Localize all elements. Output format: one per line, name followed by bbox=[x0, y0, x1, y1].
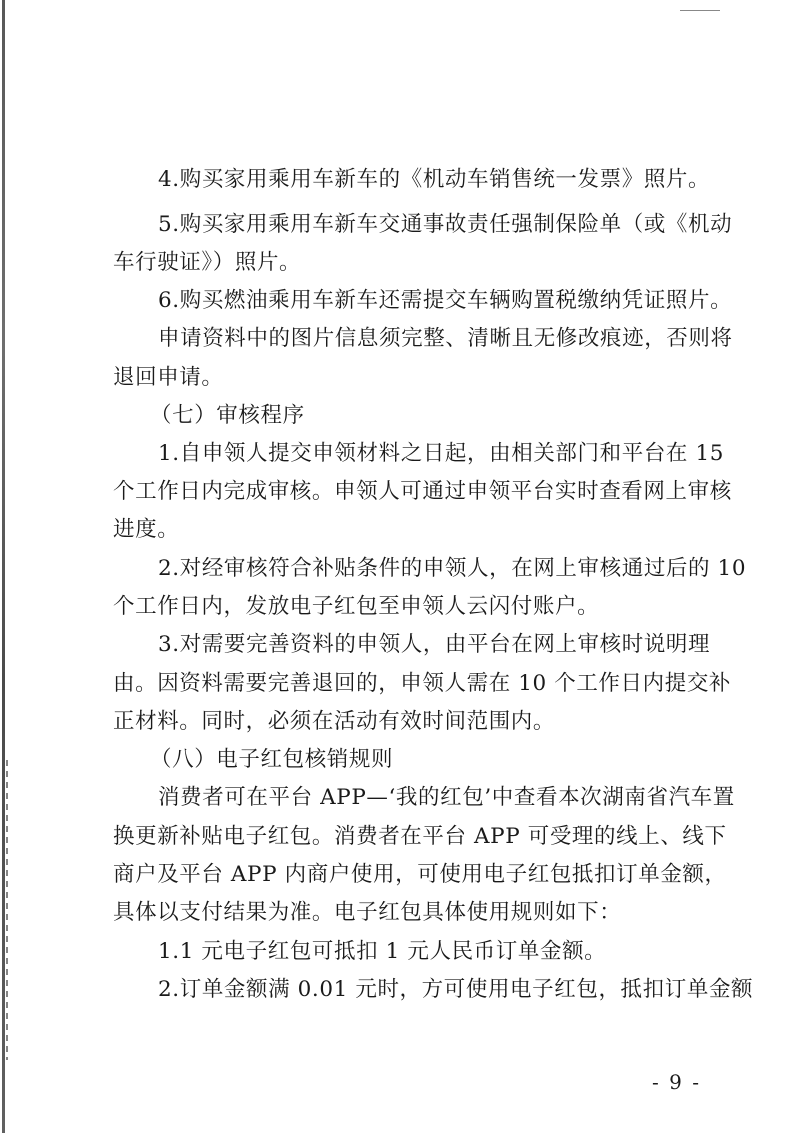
paragraph-line: 由。因资料需要完善退回的，申领人需在 10 个工作日内提交补 bbox=[113, 671, 732, 696]
paragraph-line: 车行驶证》）照片。 bbox=[113, 250, 302, 275]
paragraph-line: 具体以支付结果为准。电子红包具体使用规则如下： bbox=[113, 900, 622, 925]
section-heading: （八）电子红包核销规则 bbox=[150, 747, 394, 772]
paragraph-line: 1.自申领人提交申领材料之日起，由相关部门和平台在 15 bbox=[158, 441, 725, 466]
paragraph-line: 正材料。同时，必须在活动有效时间范围内。 bbox=[113, 709, 556, 734]
section-heading: （七）审核程序 bbox=[150, 403, 305, 428]
scan-edge bbox=[2, 0, 5, 1133]
paragraph-line: 消费者可在平台 APP—‘我的红包’中查看本次湖南省汽车置 bbox=[158, 785, 735, 810]
paragraph-line: 2.对经审核符合补贴条件的申领人，在网上审核通过后的 10 bbox=[158, 556, 747, 581]
paragraph-line: 申请资料中的图片信息须完整、清晰且无修改痕迹，否则将 bbox=[158, 326, 733, 351]
scan-mark bbox=[680, 10, 720, 11]
page-number: - 9 - bbox=[652, 1070, 701, 1094]
paragraph-line: 商户及平台 APP 内商户使用，可使用电子红包抵扣订单金额， bbox=[113, 862, 727, 887]
paragraph-line: 换更新补贴电子红包。消费者在平台 APP 可受理的线上、线下 bbox=[113, 824, 727, 849]
paragraph-line: 1.1 元电子红包可抵扣 1 元人民币订单金额。 bbox=[158, 939, 607, 964]
paragraph-line: 个工作日内完成审核。申领人可通过申领平台实时查看网上审核 bbox=[113, 479, 732, 504]
paragraph-line: 6.购买燃油乘用车新车还需提交车辆购置税缴纳凭证照片。 bbox=[158, 288, 733, 313]
paragraph-line: 4.购买家用乘用车新车的《机动车销售统一发票》照片。 bbox=[158, 167, 711, 192]
paragraph-line: 2.订单金额满 0.01 元时，方可使用电子红包，抵扣订单金额 bbox=[158, 977, 754, 1002]
paragraph-line: 退回申请。 bbox=[113, 365, 224, 390]
paragraph-line: 3.对需要完善资料的申领人，由平台在网上审核时说明理 bbox=[158, 632, 711, 657]
paragraph-line: 个工作日内，发放电子红包至申领人云闪付账户。 bbox=[113, 594, 600, 619]
scan-edge-marks bbox=[6, 760, 8, 1060]
paragraph-line: 进度。 bbox=[113, 517, 180, 542]
paragraph-line: 5.购买家用乘用车新车交通事故责任强制保险单（或《机动 bbox=[158, 212, 733, 237]
